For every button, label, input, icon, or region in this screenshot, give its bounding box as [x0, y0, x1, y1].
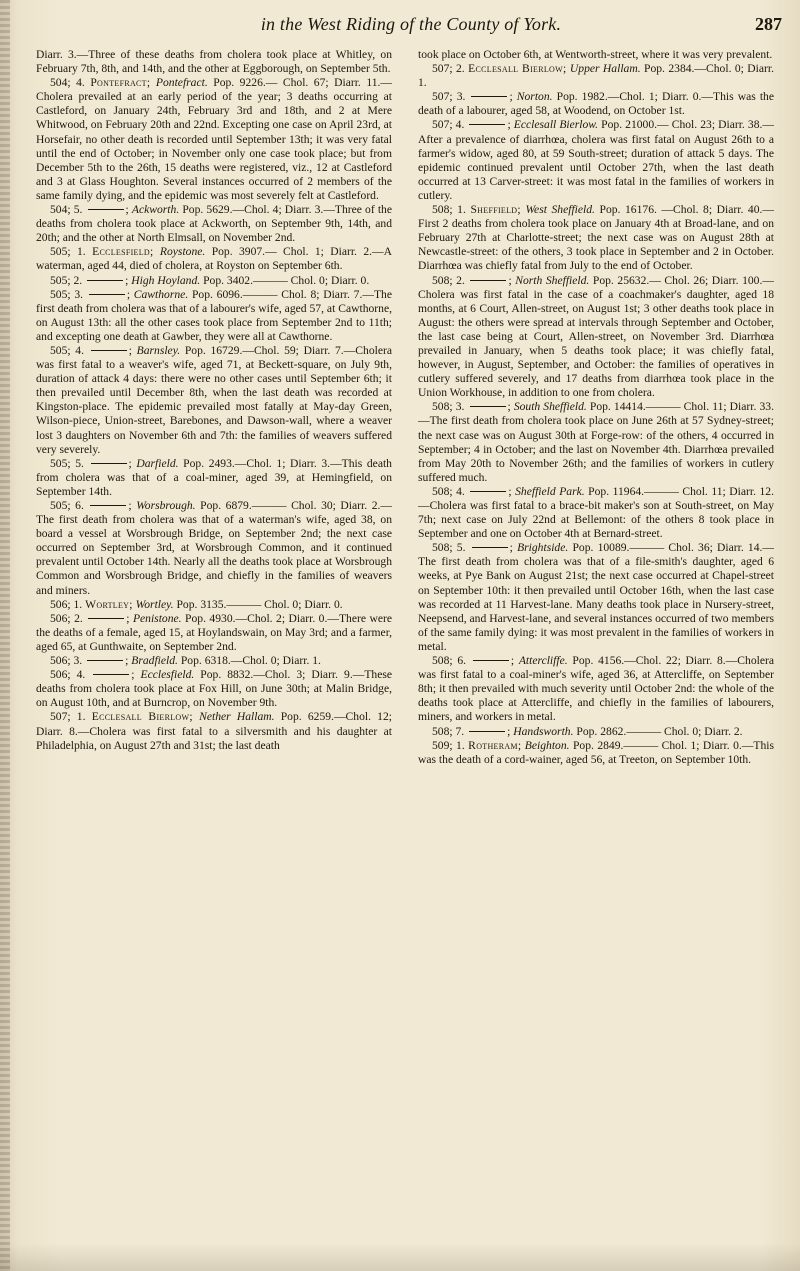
paragraph-entry: 506; 4. ; Ecclesfield. Pop. 8832.—Chol. 3; Diarr. 9.—These deaths from cholera took place at Fox Hill, on June 30th; at Malin Bridge, on August 10th, and at Burncrop, on November 9th. [36, 668, 393, 710]
sub-district: Brightside. [517, 541, 569, 555]
paragraph-entry: 508; 6. ; Attercliffe. Pop. 4156.—Chol. 22; Diarr. 8.—Cholera was first fatal to a coal-miner's wife, aged 36, at Attercliffe, on September 8th; it then prevailed with much severity until October 2nd: the whole of the deaths took place at Attercliffe, and chiefly in the families of labourers, miners, and workers in metal. [418, 654, 775, 724]
ditto-rule [471, 96, 507, 97]
sub-district: Sheffield Park. [515, 484, 585, 498]
registration-district: Ecclesall Bierlow; [91, 710, 193, 724]
ditto-rule [89, 294, 125, 295]
ditto-rule [470, 491, 506, 492]
sub-district: Ackworth. [131, 203, 180, 217]
sub-district: Ecclesall Bierlow. [513, 118, 599, 132]
sub-district: Penistone. [132, 611, 182, 625]
running-title: in the West Riding of the County of York. [260, 14, 562, 34]
registration-district: Ecclesfield; [92, 245, 154, 259]
ditto-rule [93, 674, 129, 675]
entry-number: 506; 3. [50, 654, 83, 668]
paragraph-entry: 506; 2. ; Penistone. Pop. 4930.—Chol. 2; Diarr. 0.—There were the deaths of a female, aged 15, at Hoylandswain, on May 3rd; and a farmer, aged 65, at Gunthwaite, on September 2nd. [36, 611, 392, 653]
entry-number: 508; 7. [432, 724, 465, 738]
ditto-rule [91, 463, 127, 464]
sub-district: Cawthorne. [133, 287, 189, 301]
sub-district: High Hoyland. [131, 273, 201, 287]
registration-district: Rotheram; [468, 738, 522, 752]
entry-text: Pop. 6318.—Chol. 0; Diarr. 1. [180, 654, 321, 668]
paragraph-entry: 504; 5. ; Ackworth. Pop. 5629.—Chol. 4; Diarr. 3.—Three of the deaths from cholera took place at Ackworth, on September 9th, 14th, and 20th; and the other at North Elmsall, on November 2nd. [36, 203, 392, 245]
entry-text: Pop. 4930.—Chol. 2; Diarr. 0.—There were the deaths of a female, aged 15, at Hoylandswain, on May 3rd; and a farmer, aged 65, at Gunthwaite, on September 2nd. [36, 611, 392, 653]
paragraph-entry [36, 245, 392, 273]
paragraph-entry: 508; 3. ; South Sheffield. Pop. 14414.——— Chol. 11; Diarr. 33.—The first death from cholera took place on June 26th at 57 Sydney-street; the next case was on August 30th at Forge-row: of the others, 4 occurred in September; 4 in October; and the last on November 4th. Diarrhœa prevailed from May 20th to November 26th; and the families of workers in cutlery suffered much. [418, 400, 774, 484]
sub-district: Beighton. [524, 738, 570, 752]
entry-text: Pop. 2384.—Chol. 0; Diarr. 1. [418, 62, 775, 90]
entry-number: 507; 1. [50, 710, 86, 724]
entry-text: Diarr. 3.—Three of these deaths from cholera took place at Whitley, on February 7th, 8th, and 14th, and the other at Eggborough, on September 5th. [36, 48, 392, 76]
entry-text: Pop. 2862.——— Chol. 0; Diarr. 2. [576, 724, 743, 738]
paragraph-entry [36, 48, 392, 76]
paragraph-entry [418, 62, 774, 90]
sub-district: Ecclesfield. [140, 668, 195, 682]
paragraph-entry [418, 739, 774, 767]
ditto-rule [87, 660, 123, 661]
entry-text: Pop. 1982.—Chol. 1; Diarr. 0.—This was the death of a labourer, aged 58, at Woodend, on October 1st. [418, 90, 774, 118]
ditto-rule [470, 406, 506, 407]
sub-district: Bradfield. [131, 654, 178, 668]
entry-text: Pop. 11964.——— Chol. 11; Diarr. 12.—Cholera was first fatal to a brace-bit maker's son at South-street, on May 7th; next case on July 22nd at Bellemont: of the others 8 took place in September and one on October 4th at Bernard-street. [418, 484, 774, 541]
entry-text: Pop. 10089.——— Chol. 36; Diarr. 14.—The first death from cholera was that of a file-smith's daughter, aged 6 weeks, at Pye Bank on August 21st; the next case occurred at Chapel-street on September 10th: it then prevailed until October 16th, when the last case was recorded at 11 Harvest-lane. Many deaths took place in Nursery-street, Neepsend, and Harvest-lane, and several instances occurred of two members of the same family dying: it was most prevalent in the families of workers in metal. [418, 541, 774, 653]
entry-text: Pop. 6259.—Chol. 12; Diarr. 8.—Cholera was first fatal to a silversmith and his daughter at Philadelphia, on August 27th and 31st; the last death [36, 710, 392, 752]
entry-text: Pop. 16729.—Chol. 59; Diarr. 7.—Cholera was first fatal to a weaver's wife, aged 71, at Beckett-square, on July 9th, duration of attack 4 days: there were no other cases until September 6th; it then prevailed until December 8th, when the last death was recorded at Kingston-place. The epidemic prevailed most fatally at May-day Green, Wilson-piece, Union-street, Barebones, and Dawson-wall, where a weaver lost 3 daughters on November 6th and 7th: the families of weavers suffered very severely. [36, 343, 392, 456]
ditto-rule [469, 731, 505, 732]
sub-district: South Sheffield. [513, 400, 587, 414]
entry-text: Pop. 21000.— Chol. 23; Diarr. 38.—After a prevalence of diarrhœa, cholera was first fatal on August 26th to a farmer's widow, aged 80, at 59 South-street; duration of attack 5 days. The epidemic continued prevalent until October 27th, when the last death occurred at 13 Carver-street: it was most fatal in the families of workers in cutlery. [418, 118, 774, 202]
paragraph-entry: 508; 5. ; Brightside. Pop. 10089.——— Chol. 36; Diarr. 14.—The first death from cholera was that of a file-smith's daughter, aged 6 weeks, at Pye Bank on August 21st; the next case occurred at Chapel-street on September 10th: it then prevailed until October 16th, when the last case was recorded at 11 Harvest-lane. Many deaths took place in Nursery-street, Neepsend, and Harvest-lane, and several instances occurred of two members of the same family dying: it was most prevalent in the families of workers in metal. [418, 541, 774, 653]
registration-district: Sheffield; [470, 203, 521, 217]
entry-text: Pop. 4156.—Chol. 22; Diarr. 8.—Cholera was first fatal to a coal-miner's wife, aged 36, at Attercliffe, on September 8th; it then prevailed with much severity until October 2nd: the whole of the deaths took place at Attercliffe, and chiefly in the families of labourers, miners, and workers in metal. [418, 654, 775, 724]
paragraph-entry [36, 710, 392, 752]
entry-text: Pop. 6879.——— Chol. 30; Diarr. 2.—The first death from cholera was that of a waterman's wife, aged 38, on board a vessel at Worsbrough Bridge, on September 2nd; the next case occurred on September 3rd, at Worsbrough Common, and it continued prevalent until October 14th. Nearly all the deaths took place at Worsbrough Common and Worsbrough Bridge, and chiefly in the families of weavers and miners. [36, 499, 392, 597]
entry-number: 505; 3. [50, 287, 84, 301]
registration-district: Wortley; [85, 597, 133, 611]
entry-text: Pop. 25632.— Chol. 26; Diarr. 100.—Cholera was first fatal in the case of a coachmaker's daughter, aged 18 months, at 6 Court, Allen-street, on August 1st; 3 other deaths took place in August: the others were spread at intervals through September and October, the last case being at Court, Allen-street, on November 3rd. Diarrhœa prevailed in January, when 5 deaths took place; it was chiefly fatal, however, in August, September, and October: the families of operatives in cutlery suffered severely, and 17 deaths from diarrhœa took place in the Union Workhouse, in addition to one from cholera. [418, 273, 774, 400]
entry-number: 506; 2. [50, 611, 83, 625]
registration-district: Ecclesall Bierlow; [468, 62, 567, 76]
entry-number: 508; 5. [432, 541, 466, 555]
entry-text: Pop. 6096.——— Chol. 8; Diarr. 7.—The first death from cholera was that of a labourer's wife, aged 57, at Cawthorne, on August 13th: all the other cases took place from September 2nd to 11th; and excepting one death at Gawber, they were all at Cawthorne. [36, 287, 392, 343]
entry-number: 508; 4. [432, 484, 465, 498]
paragraph-entry: 507; 4. ; Ecclesall Bierlow. Pop. 21000.— Chol. 23; Diarr. 38.—After a prevalence of diarrhœa, cholera was first fatal on August 26th to a farmer's widow, aged 80, at 59 South-street; duration of attack 5 days. The epidemic continued prevalent until October 27th, when the last death occurred at 13 Carver-street: it was most fatal in the families of workers in cutlery. [418, 118, 774, 202]
entry-number: 508; 3. [432, 400, 465, 414]
entry-text: Pop. 3907.— Chol. 1; Diarr. 2.—A waterman, aged 44, died of cholera, at Royston on September 6th. [36, 245, 392, 273]
paragraph-entry: 505; 4. ; Barnsley. Pop. 16729.—Chol. 59; Diarr. 7.—Cholera was first fatal to a weaver's wife, aged 71, at Beckett-square, on July 9th, duration of attack 4 days: there were no other cases until September 6th; it then prevailed until December 8th, when the last death was recorded at Kingston-place. The epidemic prevailed most fatally at May-day Green, Wilson-piece, Union-street, Barebones, and Dawson-wall, where a weaver lost 3 daughters on November 6th and 7th: the families of weavers suffered very severely. [36, 343, 392, 456]
entry-number: 505; 2. [50, 273, 83, 287]
ditto-rule [472, 547, 508, 548]
entry-number: 507; 2. [432, 62, 465, 76]
entry-text: Pop. 3135.——— Chol. 0; Diarr. 0. [176, 597, 343, 611]
sub-district: Pontefract. [155, 76, 208, 90]
ditto-rule [470, 280, 506, 281]
sub-district: Attercliffe. [518, 654, 568, 668]
paragraph-entry: 508; 2. ; North Sheffield. Pop. 25632.— Chol. 26; Diarr. 100.—Cholera was first fatal in the case of a coachmaker's daughter, aged 18 months, at 6 Court, Allen-street, on August 1st; 3 other deaths took place in August: the others were spread at intervals through September and October, the last case being at Court, Allen-street, on November 3rd. Diarrhœa prevailed in January, when 5 deaths took place; it was chiefly fatal, however, in August, September, and October: the families of operatives in cutlery suffered severely, and 17 deaths from diarrhœa took place in the Union Workhouse, in addition to one from cholera. [418, 273, 774, 400]
paragraph-entry: 505; 2. ; High Hoyland. Pop. 3402.——— Chol. 0; Diarr. 0. [50, 273, 370, 287]
sub-district: Barnsley. [136, 343, 181, 357]
paragraph-entry: 507; 3. ; Norton. Pop. 1982.—Chol. 1; Diarr. 0.—This was the death of a labourer, aged 58, at Woodend, on October 1st. [418, 90, 774, 118]
entry-number: 506; 4. [50, 668, 86, 682]
sub-district: Wortley. [135, 597, 174, 611]
ditto-rule [88, 618, 124, 619]
sub-district: Upper Hallam. [569, 62, 641, 76]
entry-text: Pop. 14414.——— Chol. 11; Diarr. 33.—The first death from cholera took place on June 26th at 57 Sydney-street; the next case was on August 30th at Forge-row: of the others, 4 occurred in September; 4 in October; and the last on November 4th. Diarrhœa prevailed from May 20th to November 26th; and the families of workers in cutlery suffered much. [418, 400, 774, 484]
paragraph-entry: 505; 5. ; Darfield. Pop. 2493.—Chol. 1; Diarr. 3.—This death from cholera was that of a coal-miner, aged 39, at Hemingfield, on September 14th. [36, 456, 392, 498]
entry-text: Pop. 3402.——— Chol. 0; Diarr. 0. [203, 273, 370, 287]
entry-number: 507; 4. [432, 118, 465, 132]
paragraph-entry: 508; 7. ; Handsworth. Pop. 2862.——— Chol. 0; Diarr. 2. [432, 724, 743, 738]
ditto-rule [469, 124, 505, 125]
sub-district: Norton. [516, 90, 553, 104]
paragraph-entry [36, 598, 392, 612]
book-spine-shadow [0, 0, 10, 1271]
entry-text: Pop. 8832.—Chol. 3; Diarr. 9.—These deaths from cholera took place at Fox Hill, on June 30th; at Malin Bridge, on August 10th, and at Burncrop, on November 9th. [36, 668, 393, 710]
sub-district: West Sheffield. [525, 203, 595, 217]
page-number: 287 [755, 14, 782, 34]
entry-number: 509; 1. [432, 738, 465, 752]
sub-district: Handsworth. [513, 724, 574, 738]
sub-district: Worsbrough. [136, 499, 196, 512]
paragraph-entry [418, 203, 774, 273]
entry-text: Pop. 9226.— Chol. 67; Diarr. 11.—Cholera prevailed at an early period of the year; 3 deaths occurring at Castleford, on January 24th, February 3rd and 18th, and 2 at Mere Whitwood, on February 20th and 22nd. Excepting one case on April 23rd, at Horsefair, no other death is recorded until September 13th; it was very fatal until the end of October; in November only one case took place; but from December 5th to the 26th, 15 deaths were registered, viz., 12 at Castleford and 3 at Glass Houghton. Several instances occurred of 2 members of the same family dying, and the epidemic was most severely felt at Castleford. [36, 76, 392, 202]
page-header [40, 14, 782, 38]
right-column [418, 48, 774, 1248]
entry-text: Pop. 16176. —Chol. 8; Diarr. 40.—First 2 deaths from cholera took place on January 4th at Broad-lane, and on February 27th at Charlotte-street; the next case was on August 28th at Newcastle-street: of the others, 3 took place in September and 2 in October. Diarrhœa was chiefly fatal from July to the end of October. [418, 203, 774, 273]
registration-district: Pontefract; [90, 76, 151, 90]
paragraph-entry: 508; 4. ; Sheffield Park. Pop. 11964.——— Chol. 11; Diarr. 12.—Cholera was first fatal to a brace-bit maker's son at South-street, on May 7th; next case on July 22nd at Bellemont: of the others 8 took place in September and one on October 4th at Bernard-street. [418, 484, 774, 541]
entry-number: 505; 5. [50, 456, 84, 470]
ditto-rule [473, 660, 509, 661]
page-bottom-shadow [0, 1243, 800, 1271]
sub-district: Roystone. [159, 245, 206, 259]
entry-number: 504; 4. [50, 76, 85, 90]
entry-number: 505; 6. [50, 499, 84, 512]
entry-number: 507; 3. [432, 90, 466, 104]
entry-number: 505; 1. [50, 245, 86, 259]
left-column [36, 48, 392, 1248]
entry-number: 505; 4. [50, 343, 85, 357]
entry-number: 508; 6. [432, 654, 467, 668]
ditto-rule [87, 280, 123, 281]
sub-district: North Sheffield. [515, 273, 590, 287]
paragraph-entry: 505; 6. ; Worsbrough. Pop. 6879.——— Chol. 30; Diarr. 2.—The first death from cholera was that of a waterman's wife, aged 38, on board a vessel at Worsbrough Bridge, on September 2nd; the next case occurred on September 3rd, at Worsbrough Common, and it continued prevalent until October 14th. Nearly all the deaths took place at Worsbrough Common and Worsbrough Bridge, and chiefly in the families of weavers and miners. [36, 499, 392, 597]
paragraph-entry: 505; 3. ; Cawthorne. Pop. 6096.——— Chol. 8; Diarr. 7.—The first death from cholera was that of a labourer's wife, aged 57, at Cawthorne, on August 13th: all the other cases took place from September 2nd to 11th; and excepting one death at Gawber, they were all at Cawthorne. [36, 287, 392, 343]
ditto-rule [90, 505, 126, 506]
sub-district: Darfield. [136, 456, 179, 470]
entry-text: took place on October 6th, at Wentworth-street, where it was very prevalent. [418, 48, 773, 61]
entry-text: Pop. 2849.——— Chol. 1; Diarr. 0.—This was the death of a cord-wainer, aged 56, at Treeton, on September 10th. [418, 738, 774, 766]
paragraph-entry [36, 76, 392, 203]
entry-text: Pop. 2493.—Chol. 1; Diarr. 3.—This death from cholera was that of a coal-miner, aged 39, at Hemingfield, on September 14th. [36, 456, 392, 498]
ditto-rule [88, 209, 124, 210]
paragraph-entry: 506; 3. ; Bradfield. Pop. 6318.—Chol. 0; Diarr. 1. [50, 654, 321, 668]
entry-number: 504; 5. [50, 203, 83, 217]
paragraph-entry [418, 48, 774, 62]
entry-number: 506; 1. [50, 597, 83, 611]
entry-text: Pop. 5629.—Chol. 4; Diarr. 3.—Three of the deaths from cholera took place at Ackworth, on September 9th, 14th, and 20th; and the other at North Elmsall, on November 2nd. [36, 203, 392, 245]
entry-number: 508; 2. [432, 273, 465, 287]
ditto-rule [91, 350, 127, 351]
text-columns [36, 48, 774, 1248]
sub-district: Nether Hallam. [199, 710, 275, 724]
entry-number: 508; 1. [432, 203, 466, 217]
